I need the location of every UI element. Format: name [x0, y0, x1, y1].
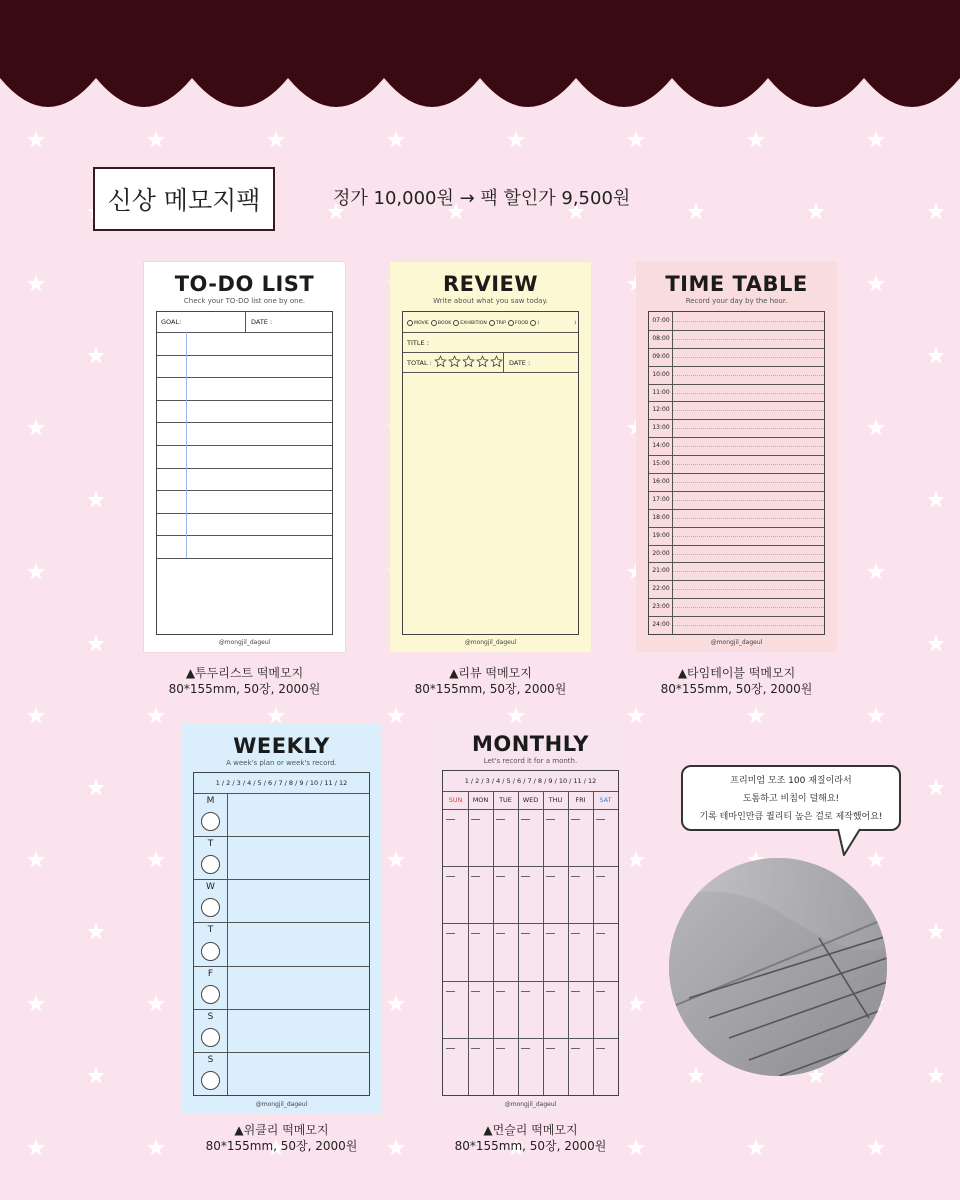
- monthly-date-dash: [446, 819, 455, 820]
- review-caption-spec: 80*155mm, 50장, 2000원: [414, 682, 567, 696]
- timetable-row-line: [649, 509, 824, 510]
- speech-bubble-tail: [836, 827, 876, 857]
- review-subtitle: Write about what you saw today.: [433, 297, 548, 305]
- star-icon: [87, 779, 104, 795]
- timetable-half-line: [673, 464, 824, 465]
- todo-line: [157, 400, 332, 401]
- weekly-row-line: [194, 966, 369, 967]
- star-icon: [507, 131, 524, 147]
- weekly-months: 1 / 2 / 3 / 4 / 5 / 6 / 7 / 8 / 9 / 10 / 11 / 12: [215, 779, 348, 787]
- monthly-caption-name: ▲먼슬리 떡메모지: [483, 1123, 578, 1137]
- review-date-label: DATE :: [509, 359, 531, 367]
- timetable-hour-label: 09:00: [652, 352, 670, 360]
- review-line: [403, 352, 578, 353]
- timetable-half-line: [673, 536, 824, 537]
- timetable-hour-label: 07:00: [652, 316, 670, 324]
- star-icon: [747, 1139, 764, 1155]
- timetable-half-line: [673, 518, 824, 519]
- monthly-date-dash: [496, 991, 505, 992]
- weekly-memo-card: [181, 724, 382, 1114]
- star-icon: [927, 1067, 944, 1083]
- timetable-frame: [648, 311, 825, 635]
- monthly-column-line: [493, 791, 494, 1095]
- timetable-half-line: [673, 554, 824, 555]
- timetable-row-line: [649, 545, 824, 546]
- timetable-row-line: [649, 598, 824, 599]
- timetable-hour-label: 19:00: [652, 531, 670, 539]
- radio-circle-icon: [530, 320, 536, 326]
- review-category-label: FOOD: [514, 320, 529, 326]
- monthly-date-dash: [546, 933, 555, 934]
- radio-circle-icon: [407, 320, 413, 326]
- star-icon: [927, 779, 944, 795]
- star-icon: [867, 131, 884, 147]
- weekly-check-circle: [201, 1028, 220, 1047]
- monthly-date-dash: [521, 1048, 530, 1049]
- todo-goal-label: GOAL:: [161, 318, 182, 326]
- star-icon: [927, 635, 944, 651]
- timetable-half-line: [673, 482, 824, 483]
- review-category-row: [407, 318, 576, 328]
- monthly-date-dash: [471, 991, 480, 992]
- review-memo-card: [390, 262, 591, 652]
- review-line: [403, 332, 578, 333]
- star-icon: [387, 131, 404, 147]
- monthly-date-dash: [471, 876, 480, 877]
- todo-line: [157, 445, 332, 446]
- weekly-day-label: W: [206, 882, 215, 893]
- monthly-date-dash: [571, 991, 580, 992]
- monthly-date-dash: [571, 819, 580, 820]
- review-caption: [390, 665, 591, 697]
- monthly-footer: @mongjil_dageul: [504, 1101, 557, 1108]
- timetable-caption-spec: 80*155mm, 50장, 2000원: [660, 682, 813, 696]
- paper-closeup-photo: [669, 858, 887, 1076]
- weekly-check-circle: [201, 898, 220, 917]
- scalloped-banner: [0, 0, 960, 130]
- star-icon: [27, 275, 44, 291]
- monthly-date-dash: [571, 933, 580, 934]
- radio-circle-icon: [489, 320, 495, 326]
- weekly-day-label: F: [207, 968, 214, 979]
- star-icon: [147, 995, 164, 1011]
- monthly-date-dash: [471, 1048, 480, 1049]
- review-category-label: MOVIE: [414, 320, 429, 326]
- star-icon: [147, 131, 164, 147]
- timetable-row-line: [649, 616, 824, 617]
- star-icon: [27, 563, 44, 579]
- timetable-half-line: [673, 375, 824, 376]
- monthly-column-line: [543, 791, 544, 1095]
- weekly-day-label: M: [206, 796, 215, 806]
- timetable-hour-label: 17:00: [652, 495, 670, 503]
- monthly-row-line: [443, 923, 618, 924]
- monthly-row-line: [443, 1038, 618, 1039]
- weekly-check-circle: [201, 855, 220, 874]
- weekly-day-label: S: [207, 1054, 214, 1065]
- todo-line: [157, 332, 332, 333]
- review-date-divider: [503, 352, 504, 372]
- monthly-caption: [430, 1122, 631, 1154]
- monthly-date-dash: [446, 876, 455, 877]
- star-icon: [867, 563, 884, 579]
- radio-circle-icon: [431, 320, 437, 326]
- timetable-row-line: [649, 580, 824, 581]
- star-icon: [267, 131, 284, 147]
- review-caption-name: ▲리뷰 떡메모지: [449, 666, 532, 680]
- monthly-weekday-label: TUE: [499, 796, 512, 804]
- monthly-date-dash: [446, 1048, 455, 1049]
- radio-circle-icon: [453, 320, 459, 326]
- timetable-row-line: [649, 419, 824, 420]
- weekly-day-label: T: [207, 925, 214, 936]
- star-icon: [147, 851, 164, 867]
- star-icon: [267, 707, 284, 723]
- star-icon: [507, 707, 524, 723]
- weekly-subtitle: A week's plan or week's record.: [226, 759, 337, 767]
- timetable-hour-label: 22:00: [652, 585, 670, 593]
- timetable-hour-label: 21:00: [652, 567, 670, 575]
- star-icon: [27, 131, 44, 147]
- todo-goal-divider: [245, 312, 246, 332]
- weekly-check-circle: [201, 812, 220, 831]
- speech-bubble: [681, 765, 901, 831]
- star-icon: [747, 707, 764, 723]
- monthly-column-line: [518, 791, 519, 1095]
- timetable-half-line: [673, 321, 824, 322]
- star-icon: [87, 347, 104, 363]
- timetable-half-line: [673, 428, 824, 429]
- star-icon: [627, 131, 644, 147]
- timetable-half-line: [673, 446, 824, 447]
- monthly-title: MONTHLY: [471, 732, 590, 756]
- review-category-option: [453, 320, 487, 326]
- monthly-date-dash: [596, 819, 605, 820]
- timetable-half-line: [673, 410, 824, 411]
- weekly-day-divider: [227, 793, 228, 1095]
- timetable-hour-label: 10:00: [652, 370, 670, 378]
- timetable-hour-label: 18:00: [652, 513, 670, 521]
- weekly-row-line: [194, 1052, 369, 1053]
- star-icon: [387, 1139, 404, 1155]
- review-footer: @mongjil_dageul: [464, 639, 517, 646]
- star-icon: [807, 203, 824, 219]
- timetable-row-line: [649, 384, 824, 385]
- monthly-date-dash: [546, 991, 555, 992]
- monthly-date-dash: [596, 991, 605, 992]
- todo-caption-name: ▲투두리스트 떡메모지: [185, 666, 304, 680]
- star-outline-icon: [476, 355, 489, 368]
- monthly-date-dash: [546, 819, 555, 820]
- weekly-row-line: [194, 879, 369, 880]
- star-icon: [867, 275, 884, 291]
- star-icon: [27, 707, 44, 723]
- monthly-date-dash: [521, 991, 530, 992]
- star-outline-icon: [490, 355, 503, 368]
- review-category-option: [407, 320, 429, 326]
- monthly-subtitle: Let's record it for a month.: [483, 757, 578, 765]
- star-icon: [867, 1139, 884, 1155]
- review-category-option: [530, 320, 539, 326]
- review-category-label: BOOK: [437, 320, 452, 326]
- monthly-date-dash: [496, 1048, 505, 1049]
- star-icon: [867, 419, 884, 435]
- timetable-half-line: [673, 393, 824, 394]
- monthly-date-dash: [521, 933, 530, 934]
- star-outline-icon: [434, 355, 447, 368]
- todo-footer: @mongjil_dageul: [218, 639, 271, 646]
- monthly-date-dash: [521, 819, 530, 820]
- monthly-frame: [442, 770, 619, 1096]
- timetable-row-line: [649, 491, 824, 492]
- star-icon: [687, 1067, 704, 1083]
- monthly-caption-spec: 80*155mm, 50장, 2000원: [454, 1139, 607, 1153]
- star-icon: [867, 707, 884, 723]
- star-icon: [627, 707, 644, 723]
- timetable-hour-label: 16:00: [652, 477, 670, 485]
- timetable-row-line: [649, 330, 824, 331]
- review-category-option: [431, 320, 451, 326]
- timetable-hour-label: 14:00: [652, 442, 670, 450]
- timetable-title: TIME TABLE: [665, 272, 808, 296]
- star-outline-icon: [462, 355, 475, 368]
- star-icon: [147, 707, 164, 723]
- todo-frame: [156, 311, 333, 635]
- timetable-half-line: [673, 500, 824, 501]
- timetable-row-line: [649, 348, 824, 349]
- monthly-date-dash: [521, 876, 530, 877]
- review-frame: [402, 311, 579, 635]
- todo-line: [157, 377, 332, 378]
- review-title: REVIEW: [442, 272, 539, 296]
- review-category-label: EXHIBITION: [460, 320, 487, 326]
- review-line: [403, 372, 578, 373]
- star-outline-icon: [448, 355, 461, 368]
- todo-line: [157, 490, 332, 491]
- star-icon: [687, 203, 704, 219]
- star-icon: [87, 1067, 104, 1083]
- todo-memo-card: [144, 262, 345, 652]
- monthly-date-dash: [596, 876, 605, 877]
- todo-caption-spec: 80*155mm, 50장, 2000원: [168, 682, 321, 696]
- timetable-row-line: [649, 455, 824, 456]
- todo-line: [157, 355, 332, 356]
- monthly-weekday-label: WED: [522, 796, 539, 804]
- star-icon: [27, 1139, 44, 1155]
- weekly-row-line: [194, 1009, 369, 1010]
- star-icon: [927, 923, 944, 939]
- review-category-label: ): [574, 320, 576, 326]
- monthly-column-line: [568, 791, 569, 1095]
- timetable-hour-label: 13:00: [652, 424, 670, 432]
- bubble-line-3: 기록 테마인만큼 퀄리티 높은 걸로 제작했어요!: [699, 812, 883, 822]
- monthly-date-dash: [446, 991, 455, 992]
- monthly-date-dash: [596, 933, 605, 934]
- weekly-caption: [181, 1122, 382, 1154]
- weekly-check-circle: [201, 1071, 220, 1090]
- star-icon: [387, 995, 404, 1011]
- todo-margin-line: [186, 332, 187, 558]
- monthly-weekday-line: [443, 809, 618, 810]
- weekly-header-line: [194, 793, 369, 794]
- star-icon: [27, 851, 44, 867]
- weekly-row-line: [194, 836, 369, 837]
- monthly-date-dash: [546, 876, 555, 877]
- star-icon: [387, 707, 404, 723]
- star-icon: [87, 635, 104, 651]
- todo-line: [157, 513, 332, 514]
- timetable-row-line: [649, 562, 824, 563]
- price-text: 정가 10,000원 → 팩 할인가 9,500원: [333, 188, 631, 209]
- todo-caption: [144, 665, 345, 697]
- bubble-line-1: 프리미엄 모조 100 재질이라서: [730, 776, 852, 786]
- monthly-date-dash: [446, 933, 455, 934]
- monthly-column-line: [593, 791, 594, 1095]
- monthly-date-dash: [546, 1048, 555, 1049]
- todo-line: [157, 422, 332, 423]
- weekly-day-label: S: [207, 1011, 214, 1022]
- monthly-date-dash: [596, 1048, 605, 1049]
- timetable-memo-card: [636, 262, 837, 652]
- monthly-date-dash: [571, 1048, 580, 1049]
- timetable-hour-label: 15:00: [652, 460, 670, 468]
- timetable-half-line: [673, 357, 824, 358]
- monthly-weekday-label: SAT: [599, 796, 612, 804]
- monthly-row-line: [443, 981, 618, 982]
- star-icon: [87, 491, 104, 507]
- review-category-label: TRIP: [495, 320, 506, 326]
- radio-circle-icon: [508, 320, 514, 326]
- timetable-row-line: [649, 366, 824, 367]
- weekly-check-circle: [201, 942, 220, 961]
- timetable-hour-label: 23:00: [652, 603, 670, 611]
- monthly-date-dash: [496, 933, 505, 934]
- star-icon: [147, 1139, 164, 1155]
- weekly-caption-spec: 80*155mm, 50장, 2000원: [205, 1139, 358, 1153]
- weekly-footer: @mongjil_dageul: [255, 1101, 308, 1108]
- monthly-column-line: [468, 791, 469, 1095]
- star-icon: [27, 419, 44, 435]
- timetable-half-line: [673, 339, 824, 340]
- star-icon: [27, 995, 44, 1011]
- monthly-date-dash: [496, 876, 505, 877]
- weekly-row-line: [194, 922, 369, 923]
- page-title-text: 신상 메모지팩: [107, 186, 261, 215]
- todo-line: [157, 535, 332, 536]
- timetable-hour-label: 11:00: [652, 388, 670, 396]
- timetable-half-line: [673, 571, 824, 572]
- star-icon: [927, 203, 944, 219]
- monthly-weekday-label: SUN: [448, 796, 463, 804]
- review-category-label: (: [537, 320, 540, 326]
- review-total-label: TOTAL :: [407, 359, 432, 367]
- review-category-option: [574, 321, 576, 326]
- timetable-subtitle: Record your day by the hour.: [685, 297, 788, 305]
- timetable-row-line: [649, 473, 824, 474]
- timetable-caption-name: ▲타임테이블 떡메모지: [677, 666, 796, 680]
- monthly-date-dash: [471, 819, 480, 820]
- bubble-line-2: 도톰하고 비침이 덜해요!: [742, 794, 840, 804]
- timetable-caption: [636, 665, 837, 697]
- review-title-label: TITLE :: [407, 339, 429, 347]
- monthly-weekday-label: THU: [548, 796, 563, 804]
- monthly-memo-card: [430, 724, 631, 1114]
- timetable-half-line: [673, 625, 824, 626]
- monthly-date-dash: [496, 819, 505, 820]
- star-icon: [747, 131, 764, 147]
- monthly-weekday-row: [443, 791, 618, 809]
- todo-subtitle: Check your TO-DO list one by one.: [183, 297, 306, 305]
- star-icon: [927, 491, 944, 507]
- timetable-hour-label: 12:00: [652, 406, 670, 414]
- monthly-weekday-label: MON: [472, 796, 489, 804]
- monthly-date-dash: [571, 876, 580, 877]
- star-icon: [387, 851, 404, 867]
- timetable-hour-label: 24:00: [652, 621, 670, 629]
- monthly-months: 1 / 2 / 3 / 4 / 5 / 6 / 7 / 8 / 9 / 10 / 11 / 12: [464, 777, 597, 785]
- weekly-frame: [193, 772, 370, 1096]
- timetable-hour-label: 08:00: [652, 334, 670, 342]
- review-category-option: [489, 320, 506, 326]
- todo-title: TO-DO LIST: [174, 272, 315, 296]
- weekly-check-circle: [201, 985, 220, 1004]
- todo-line: [157, 558, 332, 559]
- monthly-date-dash: [471, 933, 480, 934]
- monthly-weekday-label: FRI: [575, 796, 586, 804]
- star-icon: [87, 923, 104, 939]
- timetable-footer: @mongjil_dageul: [710, 639, 763, 646]
- page-title: [93, 167, 275, 231]
- star-icon: [927, 347, 944, 363]
- review-category-option: [508, 320, 528, 326]
- timetable-half-line: [673, 589, 824, 590]
- monthly-row-line: [443, 866, 618, 867]
- weekly-caption-name: ▲위클리 떡메모지: [234, 1123, 329, 1137]
- todo-date-label: DATE :: [251, 318, 273, 326]
- timetable-half-line: [673, 607, 824, 608]
- todo-line: [157, 468, 332, 469]
- timetable-row-line: [649, 401, 824, 402]
- weekly-title: WEEKLY: [233, 734, 330, 758]
- timetable-row-line: [649, 437, 824, 438]
- timetable-row-line: [649, 527, 824, 528]
- timetable-hour-label: 20:00: [652, 549, 670, 557]
- weekly-day-label: T: [207, 839, 214, 850]
- review-star-rating: [434, 355, 503, 369]
